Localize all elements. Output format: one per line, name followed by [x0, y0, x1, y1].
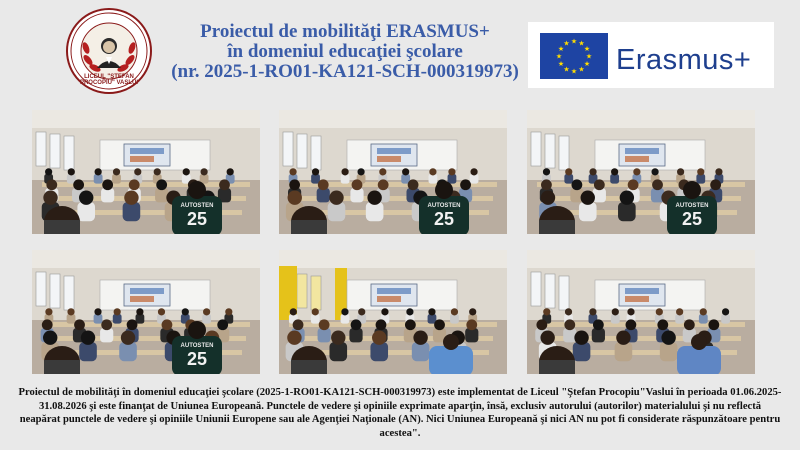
student-head [434, 319, 445, 330]
eu-star-icon: ★ [583, 60, 591, 68]
student [328, 202, 346, 221]
student [329, 342, 347, 361]
jersey-number: 25 [186, 209, 208, 229]
student-head [710, 179, 721, 190]
student-head [201, 168, 208, 175]
classroom-photo-3 [527, 110, 755, 234]
student-head [612, 308, 619, 315]
student [366, 202, 384, 221]
student-head [188, 181, 206, 199]
student-head [428, 308, 435, 315]
student [317, 188, 330, 202]
student [318, 328, 331, 342]
student-head [43, 330, 57, 344]
ceiling [527, 250, 755, 268]
student-head [102, 179, 113, 190]
student-head [293, 319, 304, 330]
erasmus-logo [528, 22, 774, 88]
jersey-text: AUTOSTEN [675, 203, 709, 209]
classroom-photo-1 [32, 110, 260, 234]
window [545, 274, 555, 308]
student-head [620, 190, 634, 204]
student [341, 174, 350, 184]
student [465, 328, 478, 342]
eu-star-icon: ★ [583, 45, 591, 53]
student-head [406, 308, 413, 315]
student-head [448, 168, 455, 175]
student-head [79, 190, 93, 204]
student-head [589, 308, 596, 315]
jersey-number: 25 [186, 349, 208, 369]
jersey-text: AUTOSTEN [180, 343, 214, 349]
student-head [289, 179, 300, 190]
student-head [288, 190, 302, 204]
projector-screen [371, 284, 417, 306]
photo-grid [32, 110, 764, 384]
student [350, 188, 363, 202]
window [64, 136, 74, 170]
student-head [45, 168, 52, 175]
student [611, 314, 620, 324]
student-head [451, 308, 458, 315]
student-head [379, 168, 386, 175]
student-head [372, 330, 386, 344]
erasmus-wordmark: Erasmus+ [616, 44, 752, 76]
student [721, 314, 730, 324]
eu-star-icon: ★ [563, 65, 570, 74]
student-head [162, 319, 173, 330]
jersey-number: 25 [433, 209, 455, 229]
student [113, 314, 122, 324]
student [202, 314, 211, 324]
student-head [657, 319, 668, 330]
student [155, 188, 168, 202]
school-logo [66, 8, 152, 94]
student-head [536, 319, 547, 330]
window [531, 272, 541, 306]
classroom-photo-6 [527, 250, 755, 374]
student-head [331, 330, 345, 344]
student-head [661, 330, 675, 344]
school-logo-text: LICEUL "ŞTEFAN PROCOPIU" VASLUI [79, 74, 139, 86]
eu-star-icon: ★ [578, 65, 585, 74]
student [593, 188, 606, 202]
window [559, 136, 569, 170]
student-head [469, 308, 476, 315]
student-head [67, 308, 74, 315]
student-head [46, 179, 57, 190]
window [36, 272, 46, 306]
eu-star-icon: ★ [585, 52, 593, 61]
student-head [594, 179, 605, 190]
funding-disclaimer: Proiectul de mobilităţi în domeniul educaţiei şcolare (2025-1-RO01-KA121-SCH-000319973) este implementat de Liceul "Ştefan Procopiu"Vaslui în perioada 01.06.2025-31.08.2026 şi este finanţat de Uniunea Europeană. Punctele de vedere şi opiniile exprimate aparţin, însă, exclusiv autorului (autorilor) materialului şi nu reflectă neapărat punctele de vedere şi opiniile Uniunii Europene sau ale Agenţiei Naţionale (AN). Nici Uniunea Europeană şi nici AN nu pot fi considerate răspunzătoare pentru acestea". [18, 387, 782, 439]
window [50, 134, 60, 168]
student-head [626, 319, 637, 330]
student [79, 342, 97, 361]
eu-star-icon: ★ [563, 39, 570, 48]
student [615, 342, 633, 361]
student-head [217, 319, 228, 330]
student-head [460, 179, 471, 190]
student-head [656, 308, 663, 315]
student-head [114, 308, 121, 315]
student [563, 328, 576, 342]
student-head [543, 308, 550, 315]
student-head [367, 190, 381, 204]
student [660, 342, 678, 361]
student-head [341, 308, 348, 315]
student-head [589, 168, 596, 175]
projector-screen [619, 144, 665, 166]
student-head [352, 179, 363, 190]
student-head [95, 168, 102, 175]
student [119, 342, 137, 361]
eu-star-icon: ★ [570, 37, 578, 46]
header [0, 0, 800, 100]
student-head [289, 168, 296, 175]
student-head [564, 319, 575, 330]
student [94, 314, 103, 324]
eu-star-icon: ★ [557, 60, 565, 68]
project-title-line-3: (nr. 2025-1-RO01-KA121-SCH-000319973) [171, 61, 519, 82]
student-head [121, 330, 135, 344]
student-head [651, 168, 658, 175]
window [36, 132, 46, 166]
student-head [470, 168, 477, 175]
student-head [684, 319, 695, 330]
student [564, 174, 573, 184]
window [531, 132, 541, 166]
project-title-line-1: Proiectul de mobilităţi ERASMUS+ [200, 21, 490, 42]
student [450, 314, 459, 324]
student-head [94, 308, 101, 315]
student-head [683, 181, 701, 199]
student-head [358, 308, 365, 315]
jersey-number: 25 [681, 209, 703, 229]
eu-star-icon: ★ [557, 45, 565, 53]
window [297, 274, 307, 308]
student-head [319, 319, 330, 330]
student-blue-hoodie [429, 346, 473, 374]
window [545, 134, 555, 168]
student [696, 174, 705, 184]
window [311, 276, 321, 310]
student-head [402, 168, 409, 175]
student-head [443, 334, 459, 350]
student-head [571, 179, 582, 190]
eu-flag-icon [540, 33, 608, 79]
classroom-photo-5 [279, 250, 507, 374]
student-head [381, 308, 388, 315]
student-head [708, 319, 719, 330]
student-head [691, 334, 707, 350]
student [370, 342, 388, 361]
student-head [593, 319, 604, 330]
eu-star-icon: ★ [570, 67, 578, 76]
student-head [543, 168, 550, 175]
student-head [158, 308, 165, 315]
student-head [129, 179, 140, 190]
student-head [466, 319, 477, 330]
student-head [541, 179, 552, 190]
window [311, 136, 321, 170]
student-head [611, 168, 618, 175]
student-head [318, 179, 329, 190]
ceiling [527, 110, 755, 128]
student-head [574, 330, 588, 344]
projector-screen [124, 284, 170, 306]
project-title [170, 22, 520, 82]
student-head [225, 308, 232, 315]
student-head [581, 190, 595, 204]
projector-screen [124, 144, 170, 166]
window [297, 134, 307, 168]
eu-star-icon: ★ [555, 52, 563, 61]
student-head [156, 179, 167, 190]
student [349, 328, 362, 342]
student [412, 342, 430, 361]
student-head [565, 168, 572, 175]
student [699, 314, 708, 324]
student-head [700, 308, 707, 315]
student-blue-hoodie [677, 346, 721, 374]
student-head [219, 179, 230, 190]
student [579, 202, 597, 221]
jersey-text: AUTOSTEN [180, 203, 214, 209]
student-head [81, 330, 95, 344]
student [136, 314, 145, 324]
student-head [677, 168, 684, 175]
student [100, 328, 113, 342]
student [341, 314, 350, 324]
student [112, 174, 121, 184]
student-head [68, 168, 75, 175]
student-head [633, 168, 640, 175]
window [64, 276, 74, 310]
student [67, 314, 76, 324]
student [470, 174, 479, 184]
student [573, 342, 591, 361]
student [123, 202, 141, 221]
student-head [73, 179, 84, 190]
student-head [541, 190, 555, 204]
student-head [435, 181, 453, 199]
student-head [183, 168, 190, 175]
student-head [45, 308, 52, 315]
student [429, 174, 438, 184]
window [50, 274, 60, 308]
student [94, 174, 103, 184]
student-head [203, 308, 210, 315]
student-head [616, 330, 630, 344]
projector-screen [371, 144, 417, 166]
student-head [565, 308, 572, 315]
ceiling [32, 110, 260, 128]
student [311, 314, 320, 324]
student-head [405, 319, 416, 330]
student [618, 202, 636, 221]
student-head [329, 190, 343, 204]
classroom-photo-4 [32, 250, 260, 374]
projector-screen [619, 284, 665, 306]
classroom-photo-2 [279, 110, 507, 234]
student-head [312, 168, 319, 175]
student [675, 314, 684, 324]
student-head [676, 308, 683, 315]
student-head [113, 168, 120, 175]
project-title-line-2: în domeniul educaţiei şcolare [227, 41, 463, 62]
student-head [413, 330, 427, 344]
jersey-text: AUTOSTEN [427, 203, 461, 209]
student-head [628, 179, 639, 190]
student [592, 328, 605, 342]
student-head [43, 190, 57, 204]
student-head [136, 308, 143, 315]
student-head [627, 308, 634, 315]
student-head [408, 179, 419, 190]
student-head [652, 179, 663, 190]
student-head [188, 321, 206, 339]
ceiling [32, 250, 260, 268]
student-head [290, 308, 297, 315]
student [77, 202, 95, 221]
student-head [357, 168, 364, 175]
student-head [540, 330, 554, 344]
student-head [42, 319, 53, 330]
window [559, 276, 569, 310]
student-head [287, 330, 301, 344]
eu-star-icon: ★ [578, 39, 585, 48]
student-head [378, 179, 389, 190]
student-head [722, 308, 729, 315]
student-head [341, 168, 348, 175]
student-head [124, 190, 138, 204]
student [610, 174, 619, 184]
student-head [715, 168, 722, 175]
window [283, 132, 293, 166]
student-head [74, 319, 85, 330]
student [448, 174, 457, 184]
student-head [154, 168, 161, 175]
ceiling [279, 110, 507, 128]
student-head [429, 168, 436, 175]
student-head [182, 308, 189, 315]
student [101, 188, 114, 202]
student-head [376, 319, 387, 330]
student-head [101, 319, 112, 330]
student-head [697, 168, 704, 175]
student-head [127, 319, 138, 330]
student-head [227, 168, 234, 175]
ceiling [279, 250, 507, 268]
student-head [351, 319, 362, 330]
student-head [134, 168, 141, 175]
student-head [312, 308, 319, 315]
